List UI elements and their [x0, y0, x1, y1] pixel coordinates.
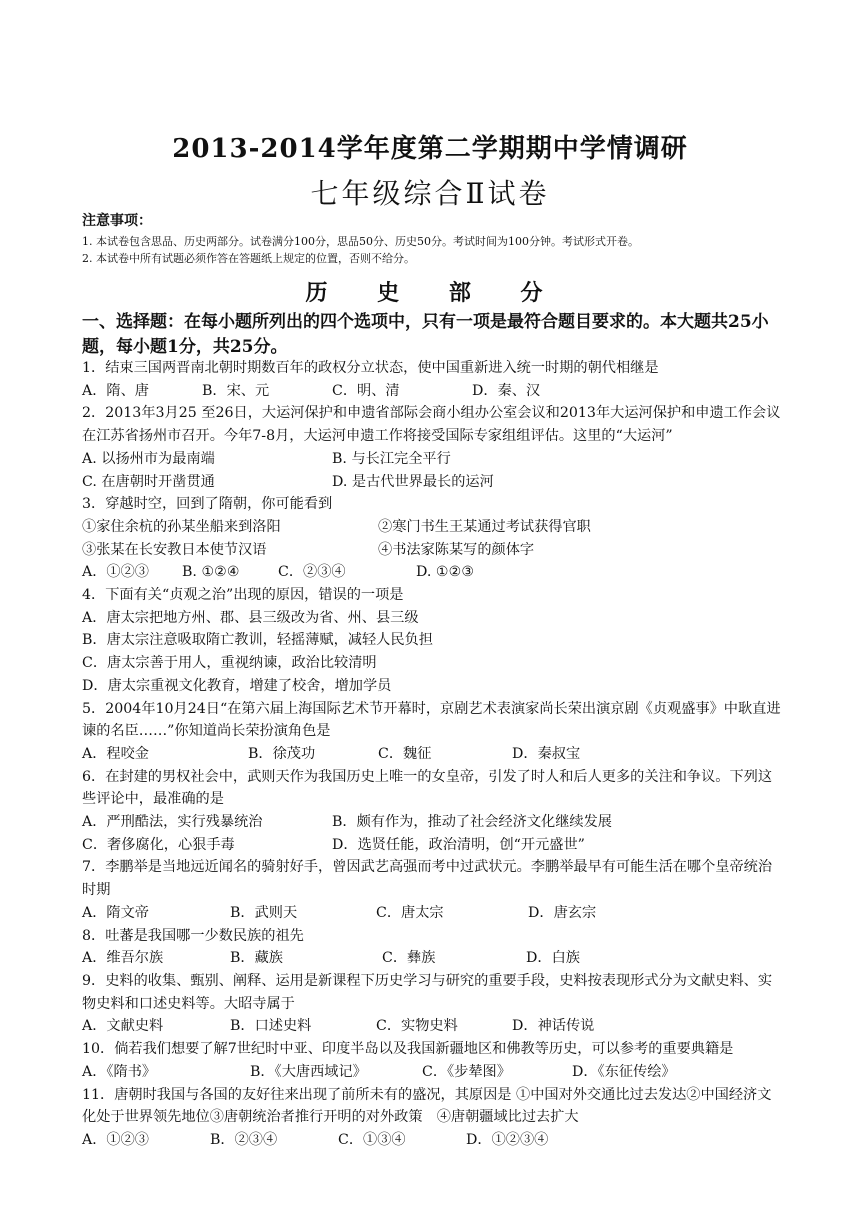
option-b: B．徐茂功: [248, 745, 316, 762]
option-d: D．秦、汉: [472, 382, 541, 399]
option-c: C．②③④: [278, 564, 346, 581]
question-5-options: [82, 743, 784, 766]
option-c: C．实物史料: [376, 1018, 458, 1035]
option-b: B. ①②④: [182, 564, 240, 581]
option-b: B．宋、元: [202, 382, 270, 399]
question-9-stem: 9．史料的收集、甄别、阐释、运用是新课程下历史学习与研究的重要手段，史料按表现形式分为文献史料、实物史料和口述史料等。大昭寺属于: [82, 972, 773, 1012]
question-1-stem: 1．结束三国两晋南北朝时期数百年的政权分立状态，使中国重新进入统一时期的朝代相继是: [82, 360, 659, 376]
option-b: B. 与长江完全平行: [332, 450, 451, 467]
option-d: D．《东征传绘》: [572, 1063, 676, 1080]
statement-4: ④书法家陈某写的颜体字: [378, 541, 535, 558]
option-b: B．②③④: [210, 1131, 278, 1148]
option-d: D．①②③④: [466, 1131, 549, 1148]
question-3-stem: 3．穿越时空，回到了隋朝，你可能看到: [82, 496, 333, 513]
option-c: C．唐太宗: [376, 904, 444, 921]
option-b: B．唐太宗注意吸取隋亡教训，轻摇薄赋，减轻人民负担: [82, 632, 433, 649]
question-2-stem: 2．2013年3月25 至26日，大运河保护和申遗省部际会商小组办公室会议和2013年大运河保护和申遗工作会议在江苏省扬州市召开。今年7-8月，大运河申遗工作将接受国际专家组组评估。这里的“大运河”: [82, 405, 781, 445]
option-a: A．文献史料: [82, 1018, 164, 1035]
notes-block: [82, 210, 782, 267]
question-9-options: [82, 1015, 784, 1038]
option-a: A．《隋书》: [82, 1063, 157, 1080]
option-c: C．奢侈腐化，心狠手毒: [82, 836, 235, 853]
option-c: C．魏征: [378, 745, 432, 762]
option-a: A．维吾尔族: [82, 950, 164, 967]
option-d: D．唐玄宗: [528, 904, 597, 921]
question-5-stem: 5．2004年10月24日“在第六届上海国际艺术节开幕时，京剧艺术表演家尚长荣出演京剧《贞观盛事》中耿直进谏的名臣……”你知道尚长荣扮演角色是: [82, 700, 781, 740]
option-d: D. ①②③: [416, 564, 475, 581]
question-11-options: [82, 1129, 784, 1152]
question-6-stem: 6．在封建的男权社会中，武则天作为我国历史上唯一的女皇帝，引发了时人和后人更多的关注和争议。下列这些评论中，最准确的是: [82, 768, 773, 808]
option-d: D. 是古代世界最长的运河: [332, 473, 494, 490]
question-10-options: [82, 1061, 784, 1084]
option-d: D．神话传说: [512, 1018, 595, 1035]
option-a: A．严刑酷法，实行残暴统治: [82, 814, 263, 831]
option-a: A．①②③: [82, 564, 149, 581]
exam-title: 2013-2014学年度第二学期期中学情调研: [172, 134, 688, 164]
option-b: B．《大唐西域记》: [250, 1063, 367, 1080]
note-item: 2. 本试卷中所有试题必须作答在答题纸上规定的位置，否则不给分。: [82, 252, 415, 265]
option-c: C．彝族: [382, 950, 436, 967]
option-c: C．唐太宗善于用人，重视纳谏，政治比较清明: [82, 655, 377, 672]
question-6-options-row1: [82, 811, 784, 834]
option-c: C. 在唐朝时开凿贯通: [82, 473, 215, 490]
option-d: D．秦叔宝: [512, 745, 581, 762]
question-3-items-row1: [82, 516, 784, 539]
statement-1: ①家住余杭的孙某坐船来到洛阳: [82, 518, 281, 535]
option-a: A．①②③: [82, 1131, 149, 1148]
option-b: B．口述史料: [230, 1018, 312, 1035]
section-title: 历 史 部 分: [305, 280, 555, 306]
option-a: A．隋、唐: [82, 382, 149, 399]
question-3-options: [82, 561, 784, 584]
option-c: C．《步辇图》: [422, 1063, 511, 1080]
question-11-stem: 11．唐朝时我国与各国的友好往来出现了前所未有的盛况，其原因是 ①中国对外交通比过去发达②中国经济文化处于世界领先地位③唐朝统治者推行开明的对外政策 ④唐朝疆域比过去扩大: [82, 1086, 772, 1126]
option-a: A．程咬金: [82, 745, 149, 762]
option-b: B．藏族: [230, 950, 283, 967]
option-d: D．白族: [526, 950, 580, 967]
note-item: 1. 本试卷包含思品、历史两部分。试卷满分100分，思品50分、历史50分。考试时间为100分钟。考试形式开卷。: [82, 235, 639, 248]
question-8-stem: 8．吐蕃是我国哪一少数民族的祖先: [82, 927, 304, 944]
option-a: A．唐太宗把地方州、郡、县三级改为省、州、县三级: [82, 609, 419, 626]
question-3-items-row2: [82, 539, 784, 562]
question-1-options: [82, 380, 784, 403]
option-a: A. 以扬州市为最南端: [82, 450, 215, 467]
question-4-stem: 4．下面有关“贞观之治”出现的原因，错误的一项是: [82, 587, 404, 604]
question-6-options-row2: [82, 834, 784, 857]
option-d: D．唐太宗重视文化教育，增建了校舍，增加学员: [82, 677, 392, 694]
question-10-stem: 10．倘若我们想要了解7世纪时中亚、印度半岛以及我国新疆地区和佛教等历史，可以参考的重要典籍是: [82, 1041, 734, 1058]
question-list: [82, 357, 784, 1152]
option-d: D．选贤任能，政治清明，创“开元盛世”: [332, 836, 585, 853]
option-a: A．隋文帝: [82, 904, 149, 921]
question-8-options: [82, 947, 784, 970]
option-c: C．明、清: [332, 382, 400, 399]
question-7-options: [82, 902, 784, 925]
statement-3: ③张某在长安教日本使节汉语: [82, 541, 267, 558]
part-heading: 一、选择题：在每小题所列出的四个选项中，只有一项是最符合题目要求的。本大题共25小题，每小题1分，共25分。: [82, 312, 769, 357]
exam-subtitle: 七年级综合Ⅱ试卷: [310, 177, 550, 210]
question-2-options-row2: [82, 471, 784, 494]
option-b: B．武则天: [230, 904, 298, 921]
option-c: C．①③④: [338, 1131, 406, 1148]
statement-2: ②寒门书生王某通过考试获得官职: [378, 518, 591, 535]
option-b: B．颇有作为，推动了社会经济文化继续发展: [332, 814, 612, 831]
question-2-options-row1: [82, 448, 784, 471]
notes-heading: 注意事项：: [82, 213, 152, 229]
question-7-stem: 7．李鹏举是当地远近闻名的骑射好手，曾因武艺高强而考中过武状元。李鹏举最早有可能生活在哪个皇帝统治时期: [82, 859, 773, 899]
